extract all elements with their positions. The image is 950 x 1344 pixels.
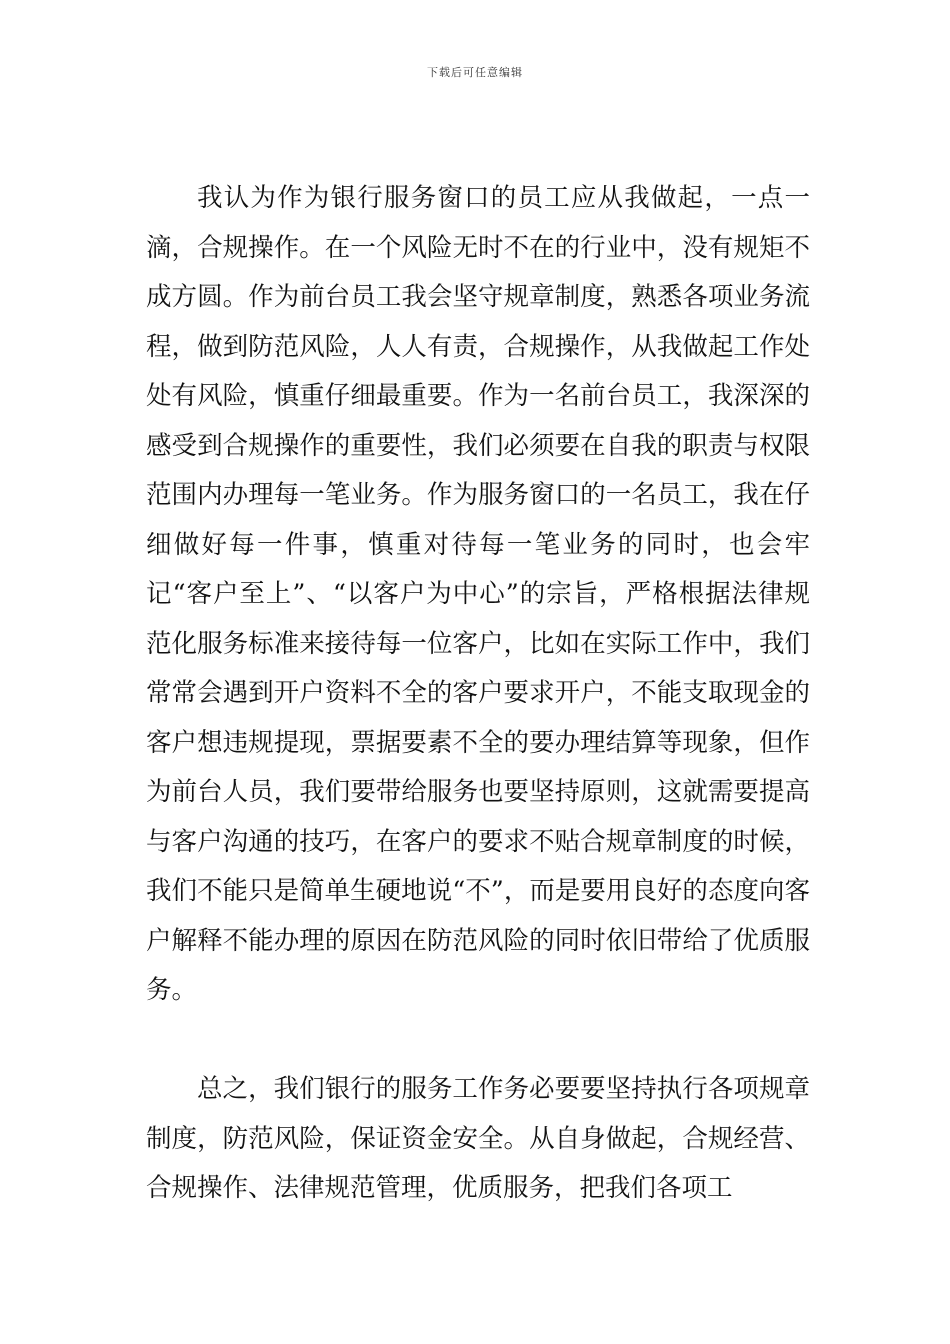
paragraph-spacer	[146, 1016, 810, 1066]
paragraph-compliance: 我认为作为银行服务窗口的员工应从我做起，一点一滴，合规操作。在一个风险无时不在的行业中，没有规矩不成方圆。作为前台员工我会坚守规章制度，熟悉各项业务流程，做到防范风险，人人有责，合规操作，从我做起工作处处有风险，慎重仔细最重要。作为一名前台员工，我深深的感受到合规操作的重要性，我们必须要在自我的职责与权限范围内办理每一笔业务。作为服务窗口的一名员工，我在仔细做好每一件事，慎重对待每一笔业务的同时，也会牢记“客户至上”、“以客户为中心”的宗旨，严格根据法律规范化服务标准来接待每一位客户，比如在实际工作中，我们常常会遇到开户资料不全的客户要求开户，不能支取现金的客户想违规提现，票据要素不全的要办理结算等现象，但作为前台人员，我们要带给服务也要坚持原则，这就需要提高与客户沟通的技巧，在客户的要求不贴合规章制度的时候，我们不能只是简单生硬地说“不”，而是要用良好的态度向客户解释不能办理的原因在防范风险的同时依旧带给了优质服务。	[146, 183, 810, 1005]
page-header: 下载后可任意编辑	[427, 66, 523, 79]
paragraph-conclusion: 总之，我们银行的服务工作务必要要坚持执行各项规章制度，防范风险，保证资金安全。从自身做起，合规经营、合规操作、法律规范管理，优质服务，把我们各项工	[146, 1074, 810, 1203]
document-body	[146, 174, 810, 1214]
